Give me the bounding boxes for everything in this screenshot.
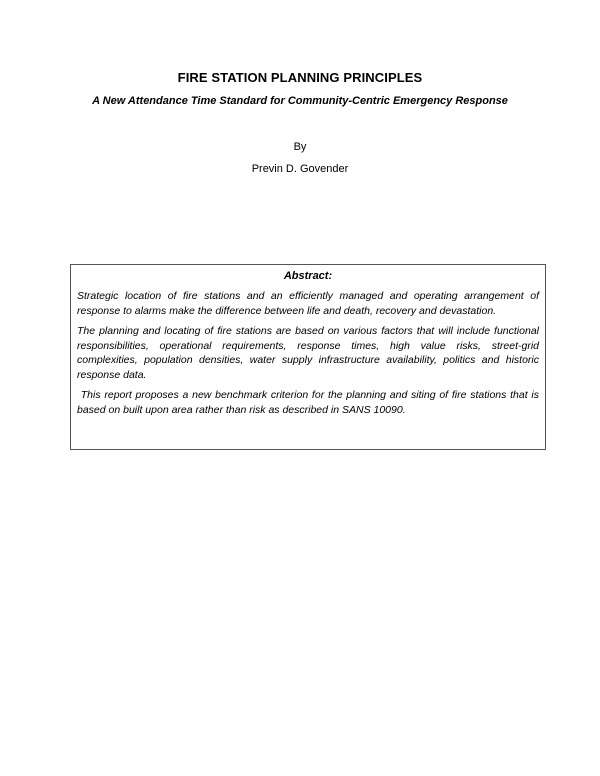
paper-subtitle: A New Attendance Time Standard for Community-Centric Emergency Response xyxy=(92,95,508,107)
abstract-paragraph: This report proposes a new benchmark criterion for the planning and siting of fire stations that is based on built upon area rather than risk as described in SANS 10090. xyxy=(77,389,539,416)
paper-title: FIRE STATION PLANNING PRINCIPLES xyxy=(177,70,423,85)
by-line: By xyxy=(293,141,307,153)
author-name: Previn D. Govender xyxy=(251,163,349,175)
abstract-paragraph: Strategic location of fire stations and an efficiently managed and operating arrangement of response to alarms make the difference between life and death, recovery and devastation. xyxy=(77,290,539,317)
abstract-heading: Abstract: xyxy=(283,270,333,282)
abstract-paragraph: The planning and locating of fire stations are based on various factors that will include functional responsibilities, operational requirements, response times, high value risks, street-grid complexities, population densities, water supply infrastructure availability, politics and historic response data. xyxy=(77,325,539,381)
abstract-box xyxy=(70,264,546,450)
